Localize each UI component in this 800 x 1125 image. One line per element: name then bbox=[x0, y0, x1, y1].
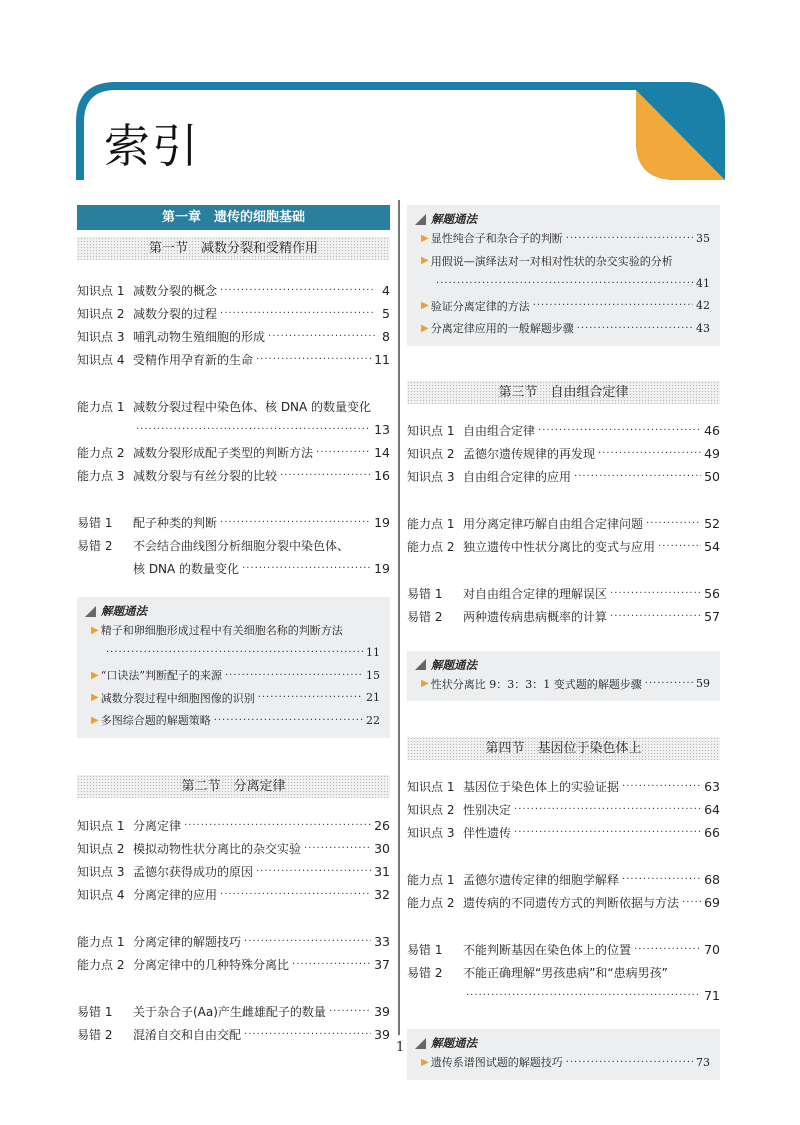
index-entry bbox=[407, 891, 720, 914]
index-entry bbox=[77, 930, 390, 953]
index-entry bbox=[407, 582, 720, 605]
dot-leader bbox=[598, 448, 701, 459]
tip-page: 21 bbox=[366, 691, 380, 705]
entry-label: 能力点 3 bbox=[77, 469, 125, 483]
dot-leader bbox=[610, 611, 701, 622]
entry-label: 知识点 4 bbox=[77, 353, 125, 367]
entry-page: 46 bbox=[704, 422, 720, 438]
tip-entry bbox=[415, 227, 710, 250]
tip-entry bbox=[85, 664, 380, 687]
index-group bbox=[77, 814, 390, 906]
index-group bbox=[407, 512, 720, 558]
entry-page: 33 bbox=[374, 933, 390, 949]
index-group bbox=[407, 938, 720, 1007]
entry-page: 64 bbox=[704, 802, 720, 817]
tip-title: 验证分离定律的方法 bbox=[430, 299, 530, 313]
dot-leader bbox=[244, 936, 371, 947]
dot-leader bbox=[244, 1029, 371, 1040]
entry-page: 8 bbox=[382, 329, 390, 344]
index-entry bbox=[77, 464, 390, 487]
section-heading: 第四节 基因位于染色体上 bbox=[407, 737, 720, 760]
index-group bbox=[77, 395, 390, 487]
dot-leader bbox=[436, 278, 693, 289]
tip-page: 35 bbox=[696, 231, 710, 245]
entry-title: 受精作用孕育新的生命 bbox=[133, 353, 254, 367]
dot-leader bbox=[514, 804, 701, 815]
index-entry bbox=[77, 814, 390, 837]
dot-leader bbox=[577, 323, 693, 334]
entry-label: 知识点 1 bbox=[407, 423, 455, 438]
tip-title: 减数分裂过程中细胞图像的识别 bbox=[100, 691, 255, 705]
dot-leader bbox=[225, 670, 363, 681]
entry-title: 不能正确理解“男孩患病”和“患病男孩” bbox=[463, 966, 668, 980]
entry-page: 5 bbox=[382, 306, 390, 321]
entry-title: 减数分裂过程中染色体、核 DNA 的数量变化 bbox=[133, 400, 372, 414]
triangle-icon bbox=[415, 1038, 426, 1049]
index-entry-continued bbox=[407, 984, 720, 1007]
index-entry bbox=[407, 775, 720, 798]
arrow-bullet-icon: ▶ bbox=[421, 232, 429, 244]
dot-leader bbox=[682, 897, 701, 908]
entry-title: 哺乳动物生殖细胞的形成 bbox=[133, 330, 266, 344]
entry-title: 自由组合定律的应用 bbox=[463, 469, 572, 484]
tip-page: 41 bbox=[696, 276, 710, 290]
index-entry bbox=[77, 511, 390, 534]
entry-title: 分离定律 bbox=[133, 818, 182, 833]
dot-leader bbox=[242, 563, 371, 574]
section-heading: 第一节 减数分裂和受精作用 bbox=[77, 237, 390, 260]
entry-page: 71 bbox=[704, 988, 720, 1003]
entry-page: 57 bbox=[704, 608, 720, 624]
dot-leader bbox=[258, 692, 363, 703]
index-entry bbox=[407, 938, 720, 961]
entry-label: 能力点 2 bbox=[77, 446, 125, 460]
tip-entry bbox=[415, 295, 710, 318]
entry-label: 能力点 2 bbox=[77, 957, 125, 972]
dot-leader bbox=[622, 781, 701, 792]
entry-page: 50 bbox=[704, 468, 720, 484]
entry-title: 性别决定 bbox=[463, 803, 512, 817]
dot-leader bbox=[280, 470, 371, 481]
entry-title: 混淆自交和自由交配 bbox=[133, 1027, 242, 1042]
arrow-bullet-icon: ▶ bbox=[421, 322, 429, 334]
dot-leader bbox=[220, 308, 375, 319]
entry-title: 孟德尔遗传定律的细胞学解释 bbox=[463, 873, 620, 887]
tips-header-text: 解题通法 bbox=[431, 1036, 477, 1050]
entry-label: 能力点 1 bbox=[77, 400, 125, 414]
index-entry bbox=[407, 535, 720, 558]
entry-label: 能力点 2 bbox=[407, 539, 455, 554]
entry-title: 对自由组合定律的理解误区 bbox=[463, 586, 608, 601]
entry-title: 不会结合曲线图分析细胞分裂中染色体、 bbox=[133, 539, 350, 553]
arrow-bullet-icon: ▶ bbox=[421, 1056, 429, 1068]
entry-label: 易错 2 bbox=[407, 966, 443, 980]
entry-page: 32 bbox=[374, 886, 390, 902]
index-entry bbox=[407, 512, 720, 535]
dot-leader bbox=[268, 331, 375, 342]
solution-methods-box bbox=[77, 597, 390, 738]
index-entry bbox=[407, 442, 720, 465]
entry-label: 知识点 3 bbox=[77, 330, 125, 344]
solution-methods-box bbox=[407, 651, 720, 702]
index-entry bbox=[77, 860, 390, 883]
tip-title: 显性纯合子和杂合子的判断 bbox=[430, 232, 563, 246]
entry-label: 知识点 2 bbox=[77, 841, 125, 856]
index-group bbox=[77, 1000, 390, 1046]
entry-page: 30 bbox=[374, 840, 390, 856]
tips-header bbox=[415, 211, 710, 227]
tip-page: 43 bbox=[696, 321, 710, 335]
entry-label: 易错 1 bbox=[77, 516, 113, 530]
entry-page: 68 bbox=[704, 872, 720, 887]
entry-page: 69 bbox=[704, 895, 720, 910]
entry-title: 伴性遗传 bbox=[463, 826, 512, 840]
tip-page: 15 bbox=[366, 668, 380, 682]
entry-label: 易错 2 bbox=[77, 1027, 113, 1042]
entry-page: 19 bbox=[374, 561, 390, 576]
index-group bbox=[407, 582, 720, 628]
index-entry bbox=[77, 348, 390, 371]
tip-entry bbox=[415, 1051, 710, 1074]
dot-leader bbox=[220, 889, 371, 900]
entry-title: 遗传病的不同遗传方式的判断依据与方法 bbox=[463, 896, 680, 910]
entry-label: 知识点 2 bbox=[407, 446, 455, 461]
index-group bbox=[407, 868, 720, 914]
index-entry-continued bbox=[77, 557, 390, 580]
entry-page: 39 bbox=[374, 1026, 390, 1042]
dot-leader bbox=[645, 678, 693, 689]
index-entry bbox=[77, 534, 390, 557]
index-entry bbox=[77, 441, 390, 464]
entry-title: 配子种类的判断 bbox=[133, 516, 218, 530]
dot-leader bbox=[329, 1006, 371, 1017]
tip-page: 59 bbox=[696, 677, 710, 691]
entry-label: 能力点 1 bbox=[407, 873, 455, 887]
arrow-bullet-icon: ▶ bbox=[421, 678, 429, 690]
entry-page: 4 bbox=[382, 283, 390, 298]
tip-title: 精子和卵细胞形成过程中有关细胞名称的判断方法 bbox=[100, 624, 343, 638]
entry-label: 易错 2 bbox=[77, 539, 113, 553]
entry-page: 31 bbox=[374, 863, 390, 879]
entry-page: 52 bbox=[704, 515, 720, 531]
tips-header bbox=[85, 603, 380, 619]
entry-page: 54 bbox=[704, 538, 720, 554]
entry-title: 基因位于染色体上的实验证据 bbox=[463, 780, 620, 794]
tip-page: 22 bbox=[366, 713, 380, 727]
entry-title: 分离定律的解题技巧 bbox=[133, 934, 242, 949]
dot-leader bbox=[514, 827, 701, 838]
dot-leader bbox=[214, 715, 363, 726]
dot-leader bbox=[646, 518, 701, 529]
entry-title: 分离定律的应用 bbox=[133, 887, 218, 902]
tip-entry bbox=[85, 687, 380, 710]
right-column bbox=[407, 205, 720, 1080]
tip-title: 用假说—演绎法对一对相对性状的杂交实验的分析 bbox=[430, 254, 673, 268]
tip-title: 多图综合题的解题策略 bbox=[100, 714, 211, 728]
left-column bbox=[77, 205, 390, 1046]
entry-page: 63 bbox=[704, 779, 720, 794]
index-group bbox=[407, 775, 720, 844]
index-entry bbox=[77, 953, 390, 976]
index-entry bbox=[407, 605, 720, 628]
tip-entry-continued bbox=[415, 272, 710, 295]
dot-leader bbox=[256, 866, 371, 877]
entry-page: 14 bbox=[374, 445, 390, 460]
entry-page: 66 bbox=[704, 825, 720, 840]
tips-header-text: 解题通法 bbox=[431, 212, 477, 226]
dot-leader bbox=[610, 588, 701, 599]
index-entry bbox=[407, 419, 720, 442]
entry-page: 70 bbox=[704, 942, 720, 957]
entry-label: 知识点 3 bbox=[77, 864, 125, 879]
section-heading: 第二节 分离定律 bbox=[77, 775, 390, 798]
entry-label: 易错 1 bbox=[407, 586, 443, 601]
index-entry bbox=[77, 279, 390, 302]
entry-page: 39 bbox=[374, 1003, 390, 1019]
section-heading: 第三节 自由组合定律 bbox=[407, 381, 720, 404]
tip-title: “口诀法”判断配子的来源 bbox=[100, 669, 222, 683]
entry-label: 知识点 3 bbox=[407, 826, 455, 840]
dot-leader bbox=[136, 424, 371, 435]
entry-page: 19 bbox=[374, 515, 390, 530]
entry-label: 易错 1 bbox=[407, 943, 443, 957]
entry-title: 减数分裂形成配子类型的判断方法 bbox=[133, 446, 314, 460]
index-entry-continued bbox=[77, 418, 390, 441]
entry-title: 关于杂合子(Aa)产生雌雄配子的数量 bbox=[133, 1004, 326, 1019]
entry-title: 不能判断基因在染色体上的位置 bbox=[463, 943, 632, 957]
solution-methods-box bbox=[407, 1029, 720, 1080]
entry-label: 易错 2 bbox=[407, 609, 443, 624]
index-group bbox=[407, 419, 720, 488]
tip-entry bbox=[415, 250, 710, 273]
triangle-icon bbox=[85, 606, 96, 617]
dot-leader bbox=[220, 285, 375, 296]
index-group bbox=[77, 930, 390, 976]
tip-page: 73 bbox=[696, 1055, 710, 1069]
entry-title: 分离定律中的几种特殊分离比 bbox=[133, 957, 290, 972]
tip-page: 11 bbox=[366, 646, 380, 660]
entry-label: 知识点 1 bbox=[77, 284, 125, 298]
entry-label: 知识点 1 bbox=[77, 818, 125, 833]
tips-header bbox=[415, 657, 710, 673]
index-entry bbox=[407, 961, 720, 984]
entry-title: 孟德尔获得成功的原因 bbox=[133, 864, 254, 879]
tip-page: 42 bbox=[696, 299, 710, 313]
entry-label: 知识点 2 bbox=[407, 803, 455, 817]
tip-title: 性状分离比 9：3：3：1 变式题的解题步骤 bbox=[430, 677, 642, 691]
dot-leader bbox=[538, 425, 701, 436]
tips-header bbox=[415, 1035, 710, 1051]
entry-label: 能力点 2 bbox=[407, 896, 455, 910]
index-entry bbox=[77, 302, 390, 325]
index-entry bbox=[77, 325, 390, 348]
entry-title-continued: 核 DNA 的数量变化 bbox=[133, 562, 240, 576]
entry-title: 用分离定律巧解自由组合定律问题 bbox=[463, 516, 644, 531]
arrow-bullet-icon: ▶ bbox=[91, 669, 99, 681]
entry-title: 减数分裂与有丝分裂的比较 bbox=[133, 469, 278, 483]
index-entry bbox=[407, 798, 720, 821]
column-divider bbox=[398, 200, 400, 1035]
entry-page: 37 bbox=[374, 956, 390, 972]
dot-leader bbox=[292, 959, 371, 970]
index-entry bbox=[407, 465, 720, 488]
dot-leader bbox=[106, 647, 363, 658]
entry-page: 11 bbox=[374, 352, 390, 367]
dot-leader bbox=[566, 233, 693, 244]
index-entry bbox=[77, 1023, 390, 1046]
index-entry bbox=[77, 883, 390, 906]
entry-label: 能力点 1 bbox=[77, 934, 125, 949]
tip-title: 分离定律应用的一般解题步骤 bbox=[430, 322, 574, 336]
dot-leader bbox=[184, 820, 371, 831]
tip-entry bbox=[415, 317, 710, 340]
dot-leader bbox=[220, 517, 371, 528]
entry-label: 知识点 1 bbox=[407, 780, 455, 794]
entry-label: 知识点 2 bbox=[77, 307, 125, 321]
tip-entry-continued bbox=[85, 642, 380, 665]
index-group bbox=[77, 279, 390, 371]
index-entry bbox=[77, 395, 390, 418]
arrow-bullet-icon: ▶ bbox=[91, 692, 99, 704]
triangle-icon bbox=[415, 659, 426, 670]
arrow-bullet-icon: ▶ bbox=[421, 300, 429, 312]
index-entry bbox=[407, 821, 720, 844]
tip-entry bbox=[415, 673, 710, 696]
entry-title: 减数分裂的过程 bbox=[133, 307, 218, 321]
tips-header-text: 解题通法 bbox=[431, 657, 477, 672]
entry-title: 自由组合定律 bbox=[463, 423, 536, 438]
page-number: 1 bbox=[396, 1040, 405, 1055]
arrow-bullet-icon: ▶ bbox=[91, 624, 99, 636]
tip-entry bbox=[85, 619, 380, 642]
entry-label: 知识点 4 bbox=[77, 887, 125, 902]
chapter-heading: 第一章 遗传的细胞基础 bbox=[77, 205, 390, 230]
dot-leader bbox=[466, 990, 701, 1001]
tip-entry bbox=[85, 709, 380, 732]
arrow-bullet-icon: ▶ bbox=[91, 714, 99, 726]
index-entry bbox=[77, 1000, 390, 1023]
solution-methods-box bbox=[407, 205, 720, 346]
dot-leader bbox=[304, 843, 371, 854]
index-entry bbox=[407, 868, 720, 891]
entry-title: 减数分裂的概念 bbox=[133, 284, 218, 298]
entry-page: 13 bbox=[374, 422, 390, 437]
entry-title: 独立遗传中性状分离比的变式与应用 bbox=[463, 539, 656, 554]
entry-label: 知识点 3 bbox=[407, 469, 455, 484]
entry-title: 孟德尔遗传规律的再发现 bbox=[463, 446, 596, 461]
arrow-bullet-icon: ▶ bbox=[421, 255, 429, 267]
dot-leader bbox=[566, 1057, 693, 1068]
entry-title: 模拟动物性状分离比的杂交实验 bbox=[133, 841, 302, 856]
entry-title: 两种遗传病患病概率的计算 bbox=[463, 609, 608, 624]
dot-leader bbox=[658, 541, 701, 552]
entry-page: 49 bbox=[704, 445, 720, 461]
triangle-icon bbox=[415, 214, 426, 225]
index-group bbox=[77, 511, 390, 580]
entry-page: 16 bbox=[374, 468, 390, 483]
dot-leader bbox=[622, 874, 701, 885]
entry-page: 56 bbox=[704, 585, 720, 601]
dot-leader bbox=[316, 447, 371, 458]
entry-page: 26 bbox=[374, 817, 390, 833]
page-title: 索引 bbox=[104, 119, 200, 173]
dot-leader bbox=[634, 944, 701, 955]
tip-title: 遗传系谱图试题的解题技巧 bbox=[430, 1056, 563, 1070]
entry-label: 易错 1 bbox=[77, 1004, 113, 1019]
entry-label: 能力点 1 bbox=[407, 516, 455, 531]
tips-header-text: 解题通法 bbox=[101, 604, 147, 618]
dot-leader bbox=[574, 471, 701, 482]
index-entry bbox=[77, 837, 390, 860]
dot-leader bbox=[533, 300, 693, 311]
dot-leader bbox=[256, 354, 371, 365]
